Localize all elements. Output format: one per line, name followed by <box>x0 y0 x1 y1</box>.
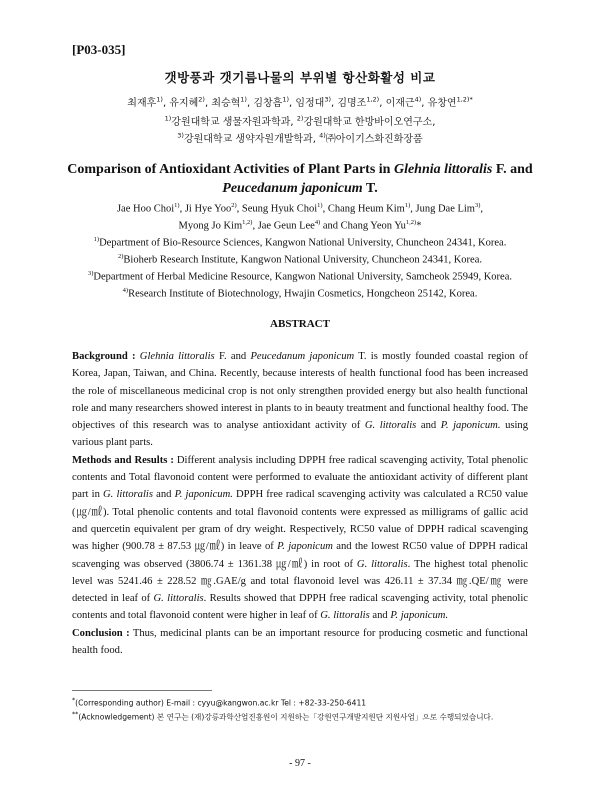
footnote-corresponding-author: *(Corresponding author) E-mail : cyyu@kangwon.ac.kr Tel : +82-33-250-6411 <box>72 697 367 708</box>
conclusion-paragraph: Conclusion : Thus, medicinal plants can be an important resource for producing cosmetic and functional health food. <box>72 627 529 657</box>
english-title-line-2: Peucedanum japonicum T. <box>222 181 378 196</box>
methods-paragraph: Methods and Results : Different analysis including DPPH free radical scavenging activity, Total phenolic contents and Total flavonoid content were performed to evaluate the antioxidant activity of different plant part in G. littoralis and P. japonicum. DPPH free radical scavenging activity was calculated a RC50 value (㎍/㎖). Total phenolic contents and total flavonoid contents were expressed as milligrams of gallic acid and quercetin equivalent per gram of dry weight. Respectively, RC50 value of DPPH radical scavenging was higher (900.78 ± 87.53 ㎍/㎖) in leave of P. japonicum and the lowest RC50 value of DPPH radical scavenging was observed (3806.74 ± 1361.38 ㎍/㎖) in root of G. littoralis. The highest total phenolic level was 5241.46 ± 228.52 ㎎.GAE/g and total flavonoid level was 426.11 ± 37.34 ㎎.QE/㎎ were detected in leaf of G. littoralis. Results showed that DPPH free radical scavenging activity, total phenolic contents and total flavonoid content were higher in leaf of G. littoralis and P. japonicum. <box>72 454 529 622</box>
page-number: - 97 - <box>289 758 311 769</box>
english-affiliation-2: $^{2)}$Bioherb Research Institute, Kangwon National University, Chuncheon 24341, Korea. <box>118 253 482 266</box>
english-affiliation-1: $^{1)}$Department of Bio-Resource Sciences, Kangwon National University, Chuncheon 24341, Korea. <box>93 236 507 249</box>
korean-affiliation-line-1: $^{1)}$강원대학교 생물자원과학과, $^{2)}$강원대학교 한방바이오연구소, <box>164 114 436 128</box>
abstract-heading: ABSTRACT <box>270 318 330 330</box>
english-affiliation-3: $^{3)}$Department of Herbal Medicine Resource, Kangwon National University, Samcheok 25949, Korea. <box>87 270 513 283</box>
poster-code: [P03-035] <box>72 42 126 57</box>
english-authors-line-2: Myong Jo Kim$^{1,2)}$, Jae Geun Lee$^{4)}$ and Chang Yeon Yu$^{1,2)}$* <box>178 219 422 232</box>
english-title-line-1: Comparison of Antioxidant Activities of Plant Parts in Glehnia littoralis F. and <box>67 162 533 177</box>
english-authors-line-1: Jae Hoo Choi$^{1)}$, Ji Hye Yoo$^{2)}$, Seung Hyuk Choi$^{1)}$, Chang Heum Kim$^{1)}$, Jung Dae Lim$^{3)}$, <box>116 202 484 215</box>
korean-authors: 최재후$^{1)}$, 유지혜$^{2)}$, 최승혁$^{1)}$, 김창흠$^{1)}$, 임정대$^{3)}$, 김명조$^{1,2)}$, 이재근$^{4)}$, 유창연$^{1,2)*}$ <box>127 95 473 109</box>
footnote-acknowledgement: **(Acknowledgement) 본 연구는 (재)강릉과학산업진흥원이 지원하는「강원연구개발지원단 지원사업」으로 수행되었습니다. <box>72 711 494 722</box>
korean-title: 갯방풍과 갯기름나물의 부위별 항산화활성 비교 <box>164 70 436 85</box>
korean-affiliation-line-2: $^{3)}$강원대학교 생약자원개발학과, $^{4)}$㈜아이기스화진화장품 <box>177 131 423 145</box>
english-affiliation-4: $^{4)}$Research Institute of Biotechnology, Hwajin Cosmetics, Hongcheon 25142, Korea. <box>122 287 478 300</box>
footnote-divider <box>72 690 212 691</box>
abstract-body <box>72 348 528 659</box>
background-paragraph: Background : Glehnia littoralis F. and Peucedanum japonicum T. is mostly founded coastal region of Korea, Japan, Taiwan, and China. Recently, because interests of health functional food has been increased the role of miscellaneous medicinal crop is not only strengthen provided energy but also health functional role and many researchers showed interest in plants to in beauty treatment and functional healthy food. The objectives of this research was to analyse antioxidant activity of G. littoralis and P. japonicum. using various plant parts. <box>72 351 529 449</box>
